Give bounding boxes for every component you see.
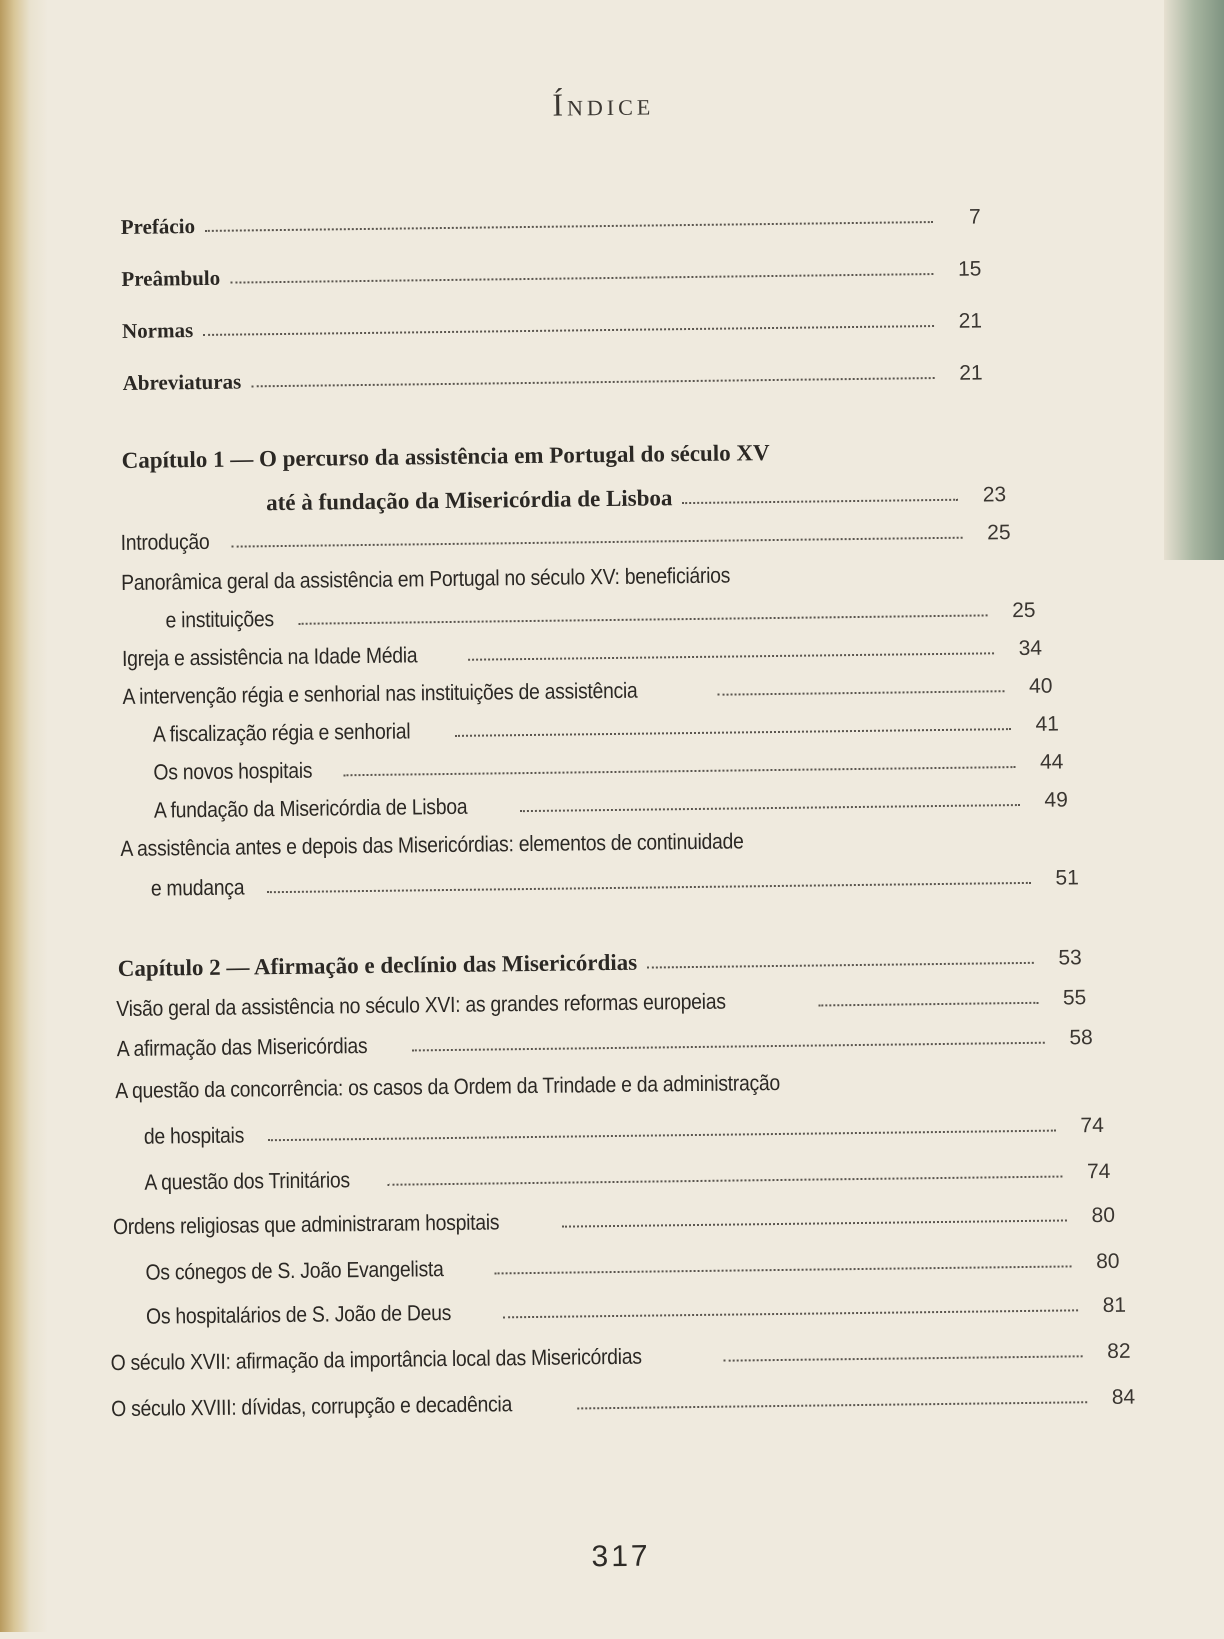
page-number: 51 [1055, 866, 1079, 890]
leader-dots [251, 377, 934, 387]
page-number: 74 [1080, 1114, 1104, 1138]
leader-dots [562, 1219, 1067, 1227]
page-number: 74 [1086, 1159, 1111, 1184]
leader-dots [724, 1355, 1083, 1361]
toc-entry-line [120, 819, 829, 862]
leader-dots [468, 652, 994, 660]
page-number: 21 [959, 361, 983, 385]
toc-entry-line [121, 554, 813, 596]
leader-dots [388, 1176, 1063, 1186]
page-number: 34 [1018, 636, 1043, 661]
page-title: Índice [552, 85, 655, 123]
page-number: 15 [957, 257, 982, 281]
toc-subentry [154, 778, 1068, 823]
page-number: 23 [982, 483, 1007, 507]
entry-label: Capítulo 2 — Afirmação e declínio das Misericórdias [117, 949, 638, 982]
entry-label: A questão da concorrência: os casos da Ordem da Trindade e da administração [115, 1069, 781, 1104]
toc-entry-cont [144, 1104, 1104, 1150]
page-number: 21 [958, 309, 983, 333]
leader-dots [455, 728, 1011, 737]
entry-label: O século XVII: afirmação da importância local das Misericórdias [110, 1343, 642, 1376]
page-number: 41 [1035, 712, 1060, 736]
toc-subentry [153, 703, 1059, 748]
leader-dots [412, 1042, 1045, 1052]
toc-entry [122, 627, 1042, 672]
toc-entry-line [115, 1061, 871, 1104]
chapter-1-heading: Capítulo 1 — O percurso da assistência em Portugal do século XV [121, 440, 770, 473]
leader-dots [267, 882, 1031, 893]
entry-label: Preâmbulo [121, 265, 221, 291]
toc-subentry [146, 1284, 1126, 1330]
chapter-2-heading [118, 936, 1082, 982]
leader-dots [299, 614, 988, 624]
entry-label: Panorâmica geral da assistência em Portugal no século XV: beneficiários [120, 562, 731, 595]
page-number: 25 [1012, 598, 1036, 623]
leader-dots [205, 221, 933, 232]
leader-dots [718, 690, 1005, 696]
toc-entry [113, 1194, 1115, 1240]
leader-dots [268, 1130, 1056, 1142]
entry-label: Os hospitalários de S. João de Deus [145, 1300, 452, 1329]
toc-entry [111, 1376, 1135, 1423]
leader-dots [503, 1309, 1078, 1318]
page-number: 49 [1044, 788, 1068, 812]
entry-label: Visão geral da assistência no século XVI: as grandes reformas europeias [116, 988, 726, 1022]
page-number: 25 [987, 521, 1011, 545]
toc-entry-preambulo [121, 247, 981, 292]
page-number: 40 [1028, 674, 1053, 698]
entry-label: A fundação da Misericórdia de Lisboa [153, 793, 468, 823]
leader-dots [683, 499, 959, 504]
toc-entry [120, 511, 1010, 556]
leader-dots [344, 766, 1015, 776]
entry-label: A fiscalização régia e senhorial [152, 718, 411, 747]
entry-label: e mudança [150, 874, 245, 901]
entry-label: Abreviaturas [122, 369, 242, 395]
page-number: 44 [1039, 750, 1064, 774]
toc-entry-prefacio [121, 195, 981, 240]
leader-dots [232, 537, 963, 548]
toc-entry-abreviaturas [122, 351, 982, 396]
entry-label: A questão dos Trinitários [144, 1167, 350, 1195]
page-folio-number: 317 [591, 1539, 651, 1574]
toc-entry-cont [151, 856, 1079, 901]
toc-subentry [153, 740, 1063, 785]
entry-label: Normas [121, 318, 194, 343]
leader-dots [647, 962, 1034, 969]
leader-dots [203, 325, 934, 336]
entry-label: e instituições [165, 606, 274, 633]
leader-dots [577, 1401, 1087, 1409]
page-number: 81 [1102, 1293, 1127, 1318]
entry-label: A intervenção régia e senhorial nas instituições de assistência [122, 677, 638, 709]
entry-label: Introdução [120, 528, 210, 555]
leader-dots [230, 273, 933, 284]
chapter-1-heading-cont [266, 473, 1006, 516]
page-number: 80 [1095, 1249, 1120, 1274]
leader-dots [494, 1265, 1071, 1274]
page-number: 80 [1091, 1203, 1116, 1228]
toc-subentry [144, 1150, 1110, 1196]
leader-dots [520, 804, 1020, 812]
toc-entry [122, 665, 1052, 710]
entry-label: Os novos hospitais [153, 757, 313, 785]
page-number: 84 [1111, 1385, 1136, 1409]
entry-label: Os cónegos de S. João Evangelista [145, 1256, 444, 1285]
entry-label: de hospitais [143, 1122, 245, 1149]
entry-label: Prefácio [120, 214, 196, 239]
leader-dots [819, 1002, 1039, 1007]
entry-label: O século XVIII: dívidas, corrupção e decadência [111, 1391, 513, 1422]
entry-label: Igreja e assistência na Idade Média [121, 642, 418, 671]
page-number: 53 [1058, 946, 1082, 970]
entry-label: Ordens religiosas que administraram hospitais [112, 1209, 500, 1240]
page-number: 55 [1062, 986, 1087, 1010]
toc-entry-normas [122, 299, 982, 344]
toc-subentry [145, 1240, 1119, 1286]
toc-entry-cont [165, 589, 1035, 634]
page-number: 58 [1069, 1026, 1093, 1050]
toc-entry [110, 1330, 1130, 1376]
page-number: 7 [968, 205, 981, 229]
entry-label: A afirmação das Misericórdias [116, 1033, 368, 1062]
toc-entry [117, 1016, 1093, 1062]
entry-label: A assistência antes e depois das Misericórdias: elementos de continuidade [120, 828, 744, 862]
entry-label: até à fundação da Misericórdia de Lisboa [265, 485, 673, 516]
toc-entry [116, 976, 1086, 1022]
page-number: 82 [1107, 1339, 1131, 1363]
